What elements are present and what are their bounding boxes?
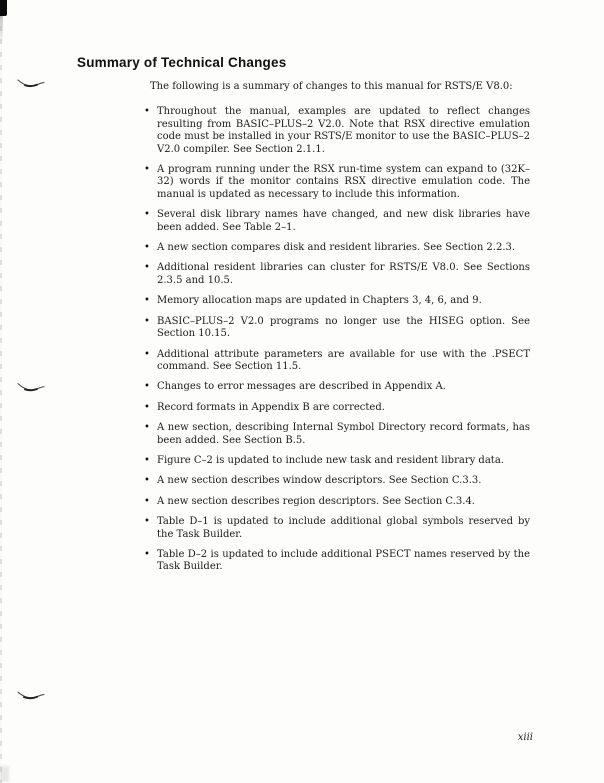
- list-item: [144, 422, 530, 447]
- bullet-icon: •: [144, 422, 150, 434]
- list-item-text: A new section compares disk and resident libraries. See Section 2.2.3.: [157, 242, 516, 254]
- list-item: [144, 475, 530, 487]
- list-item: [144, 242, 530, 254]
- list-item-text: A new section describes window descriptors. See Section C.3.3.: [157, 475, 482, 487]
- list-item-text: Additional attribute parameters are available for use with the .PSECT command. See Section 11.5.: [157, 348, 530, 372]
- list-item: [144, 209, 530, 234]
- list-item-text: BASIC–PLUS–2 V2.0 programs no longer use the HISEG option. See Section 10.15.: [157, 315, 530, 340]
- list-item-text: A program running under the RSX run-time system can expand to (32K–32) words if the monitor contains RSX directive emulation code. The manual is updated as necessary to include this information.: [157, 164, 530, 200]
- list-item: [144, 401, 530, 414]
- list-item: [144, 348, 530, 374]
- body-column: [144, 81, 530, 574]
- list-item: [144, 516, 530, 541]
- list-item-text: Table D–2 is updated to include additional PSECT names reserved by the Task Builder.: [157, 548, 530, 573]
- bullet-icon: •: [144, 454, 150, 466]
- pen-stroke-icon: [17, 77, 45, 89]
- bullet-icon: •: [144, 209, 150, 221]
- list-item-text: Changes to error messages are described in Appendix A.: [157, 381, 446, 393]
- list-item-text: Memory allocation maps are updated in Chapters 3, 4, 6, and 9.: [157, 295, 482, 307]
- list-item-text: A new section describes region descriptors. See Section C.3.4.: [157, 495, 475, 507]
- bullet-icon: •: [144, 381, 150, 393]
- bullet-icon: •: [144, 548, 150, 560]
- scan-artifact-corner-tail: [0, 16, 3, 44]
- list-item: [144, 495, 530, 508]
- list-item-text: A new section, describing Internal Symbol Directory record formats, has been added. See Section B.5.: [157, 422, 530, 446]
- bullet-icon: •: [144, 348, 150, 360]
- bullet-icon: •: [144, 495, 150, 507]
- bullet-icon: •: [144, 315, 150, 327]
- list-item: [144, 454, 530, 467]
- bullet-icon: •: [144, 475, 150, 487]
- list-item: [144, 381, 530, 393]
- list-item: [144, 106, 530, 156]
- bullet-icon: •: [144, 164, 150, 176]
- bullet-icon: •: [144, 516, 150, 528]
- page-title: Summary of Technical Changes: [77, 55, 287, 70]
- pen-stroke-icon: [17, 689, 45, 701]
- bullet-icon: •: [144, 242, 150, 254]
- list-item: [144, 164, 530, 201]
- list-item: [144, 295, 530, 307]
- page-number: xiii: [517, 732, 533, 743]
- list-item-text: Table D–1 is updated to include additional global symbols reserved by the Task Builder.: [157, 516, 530, 540]
- scan-edge-line: [0, 0, 2, 783]
- list-item-text: Additional resident libraries can cluster for RSTS/E V8.0. See Sections 2.3.5 and 10.5.: [157, 262, 530, 286]
- scan-artifact-corner: [0, 0, 7, 16]
- bullet-icon: •: [144, 106, 150, 118]
- list-item-text: Record formats in Appendix B are corrected.: [157, 401, 385, 413]
- pen-stroke-icon: [17, 381, 45, 393]
- bullet-icon: •: [144, 401, 150, 413]
- list-item: [144, 548, 530, 574]
- list-item-text: Figure C–2 is updated to include new task and resident library data.: [157, 454, 504, 466]
- bullet-icon: •: [144, 295, 150, 307]
- list-item: [144, 315, 530, 341]
- list-item: [144, 262, 530, 287]
- changes-list: [144, 106, 530, 573]
- list-item-text: Throughout the manual, examples are updated to reflect changes resulting from BASIC–PLUS–2 V2.0. Note that RSX directive emulation code must be installed in your RSTS/E monitor to use the BASIC–PLUS–2 V2.0 compiler. See Section 2.1.1.: [157, 106, 530, 155]
- scan-artifact-smudge: [0, 766, 9, 782]
- bullet-icon: •: [144, 262, 150, 274]
- list-item-text: Several disk library names have changed, and new disk libraries have been added. See Table 2–1.: [157, 209, 530, 233]
- intro-paragraph: The following is a summary of changes to this manual for RSTS/E V8.0:: [150, 81, 513, 92]
